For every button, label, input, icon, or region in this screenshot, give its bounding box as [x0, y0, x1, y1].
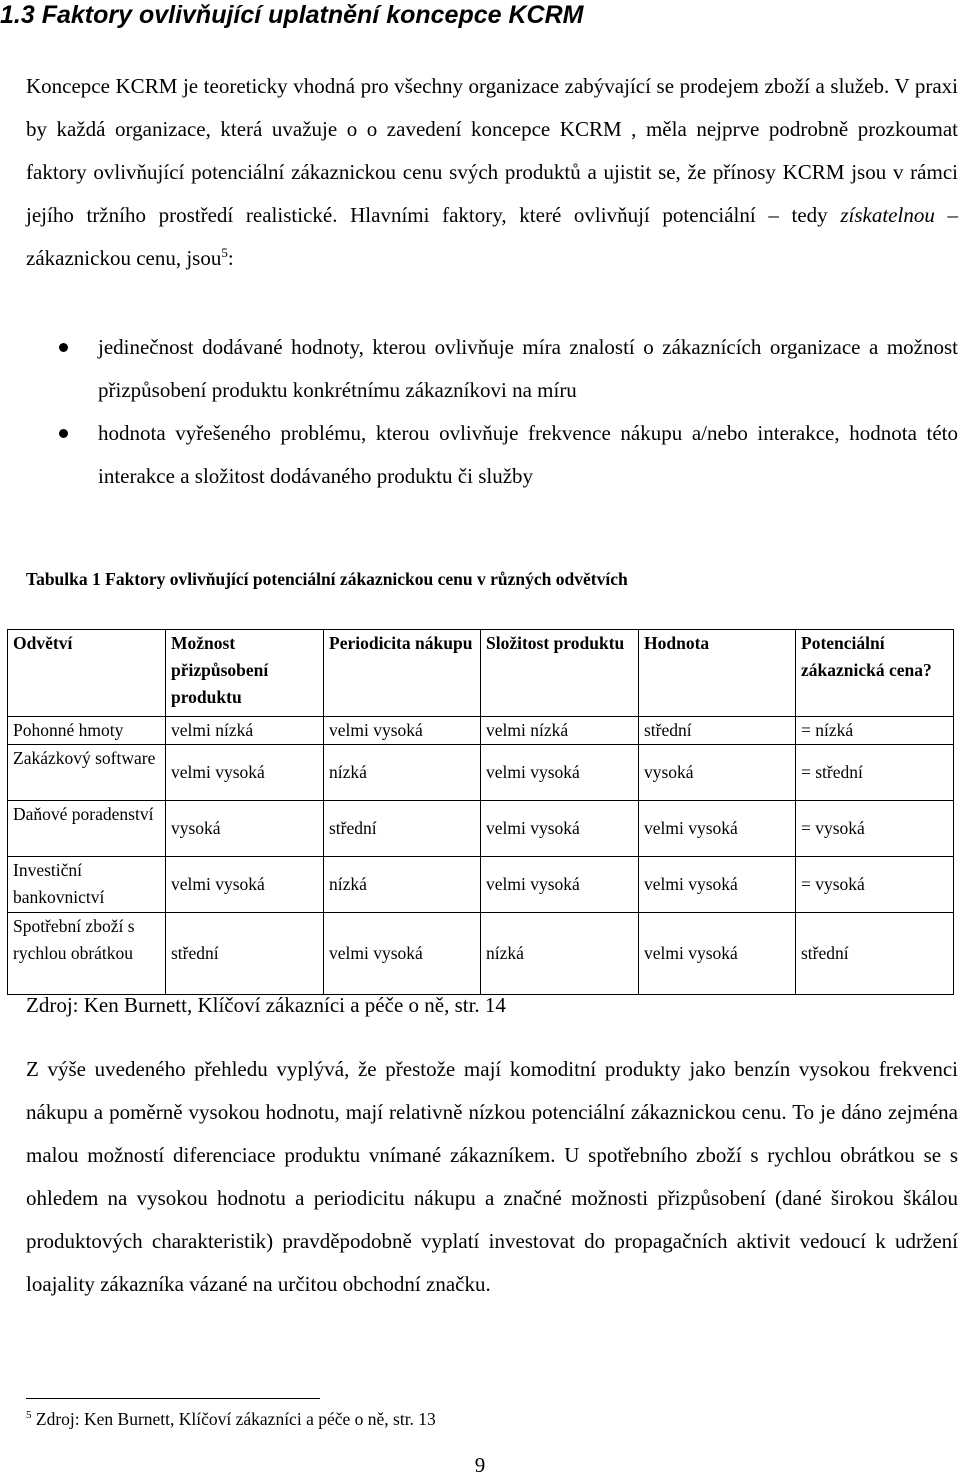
table-cell: velmi vysoká: [481, 857, 639, 913]
table-cell: velmi vysoká: [166, 745, 324, 801]
intro-lead: Hlavními faktory, které ovlivňují potenciální – tedy: [350, 203, 841, 227]
table-cell: vysoká: [166, 801, 324, 857]
list-item: [26, 326, 958, 412]
table-cell: velmi vysoká: [639, 801, 796, 857]
table-row: [8, 745, 954, 801]
bullet-icon: [59, 429, 68, 438]
table-cell: Zakázkový software: [8, 745, 166, 801]
table-row: [8, 717, 954, 745]
footnote-separator: [26, 1398, 320, 1399]
intro-end: :: [227, 246, 234, 270]
table-row: [8, 913, 954, 995]
footnote-reference[interactable]: 5: [221, 245, 228, 260]
intro-text: Koncepce KCRM je teoreticky vhodná pro všechny organizace zabývající se prodejem zboží a služeb. V praxi by každá organizace, která uvažuje o o zavedení koncepce KCRM , měla nejprve podrobně prozkoumat faktory ovlivňující potenciální zákaznickou cenu svých produktů a ujistit se, že přínosy KCRM jsou v rámci jejího tržního prostředí realistické.: [26, 74, 958, 227]
table-cell: velmi vysoká: [324, 717, 481, 745]
table-cell: Spotřební zboží s rychlou obrátkou: [8, 913, 166, 995]
list-item-text: jedinečnost dodávané hodnoty, kterou ovlivňuje míra znalostí o zákaznících organizace a možnost přizpůsobení produktu konkrétnímu zákazníkovi na míru: [98, 335, 958, 402]
list-item-text: hodnota vyřešeného problému, kterou ovlivňuje frekvence nákupu a/nebo interakce, hodnota této interakce a složitost dodávaného produktu či služby: [98, 421, 958, 488]
table-source: Zdroj: Ken Burnett, Klíčoví zákazníci a péče o ně, str. 14: [26, 993, 506, 1017]
footnote: [26, 1407, 436, 1431]
factors-table: [7, 629, 954, 995]
table-cell: = vysoká: [796, 857, 954, 913]
table-cell: velmi vysoká: [481, 745, 639, 801]
table-cell: střední: [166, 913, 324, 995]
table-cell: střední: [324, 801, 481, 857]
table-cell: velmi vysoká: [166, 857, 324, 913]
factor-list: [26, 326, 958, 498]
table-cell: velmi vysoká: [324, 913, 481, 995]
table-row: [8, 801, 954, 857]
table-cell: Pohonné hmoty: [8, 717, 166, 745]
conclusion-paragraph: Z výše uvedeného přehledu vyplývá, že přestože mají komoditní produkty jako benzín vysokou frekvenci nákupu a poměrně vysokou hodnotu, mají relativně nízkou potenciální zákaznickou cenu. To je dáno zejména malou možností diferenciace produktu vnímané zákazníkem. U spotřebního zboží s rychlou obrátkou se s ohledem na vysokou hodnotu a periodicitu nákupu a značné možnosti přizpůsobení (dané širokou škálou produktových charakteristik) pravděpodobně vyplatí investovat do propagačních aktivit vedoucí k udržení loajality zákazníka vázané na určitou obchodní značku.: [26, 1057, 958, 1296]
intro-emphasis: získatelnou: [840, 203, 935, 227]
footnote-text: Zdroj: Ken Burnett, Klíčoví zákazníci a péče o ně, str. 13: [31, 1409, 436, 1429]
column-header: Potenciální zákaznická cena?: [796, 630, 954, 717]
column-header: Periodicita nákupu: [324, 630, 481, 717]
bullet-icon: [59, 343, 68, 352]
table-cell: velmi nízká: [481, 717, 639, 745]
table-cell: velmi vysoká: [639, 913, 796, 995]
intro-tail: – zákaznickou cenu, jsou: [26, 203, 958, 270]
table-cell: střední: [796, 913, 954, 995]
table-header-row: [8, 630, 954, 717]
intro-paragraph: [26, 65, 958, 280]
footnote-number: 5: [26, 1409, 32, 1422]
column-header: Možnost přizpůsobení produktu: [166, 630, 324, 717]
table-cell: = vysoká: [796, 801, 954, 857]
table-cell: velmi nízká: [166, 717, 324, 745]
table-cell: Investiční bankovnictví: [8, 857, 166, 913]
table-cell: = nízká: [796, 717, 954, 745]
column-header: Hodnota: [639, 630, 796, 717]
table-cell: Daňové poradenství: [8, 801, 166, 857]
column-header: Složitost produktu: [481, 630, 639, 717]
table-cell: nízká: [324, 745, 481, 801]
table-cell: velmi vysoká: [639, 857, 796, 913]
table-cell: střední: [639, 717, 796, 745]
table-cell: vysoká: [639, 745, 796, 801]
table-caption: Tabulka 1 Faktory ovlivňující potenciální zákaznickou cenu v různých odvětvích: [26, 569, 628, 589]
section-heading: 1.3 Faktory ovlivňující uplatnění koncepce KCRM: [0, 1, 584, 29]
table-cell: nízká: [324, 857, 481, 913]
page-number: 9: [474, 1453, 486, 1477]
list-item: [26, 412, 958, 498]
table-cell: velmi vysoká: [481, 801, 639, 857]
column-header: Odvětví: [8, 630, 166, 717]
table-row: [8, 857, 954, 913]
table-cell: = střední: [796, 745, 954, 801]
table-cell: nízká: [481, 913, 639, 995]
